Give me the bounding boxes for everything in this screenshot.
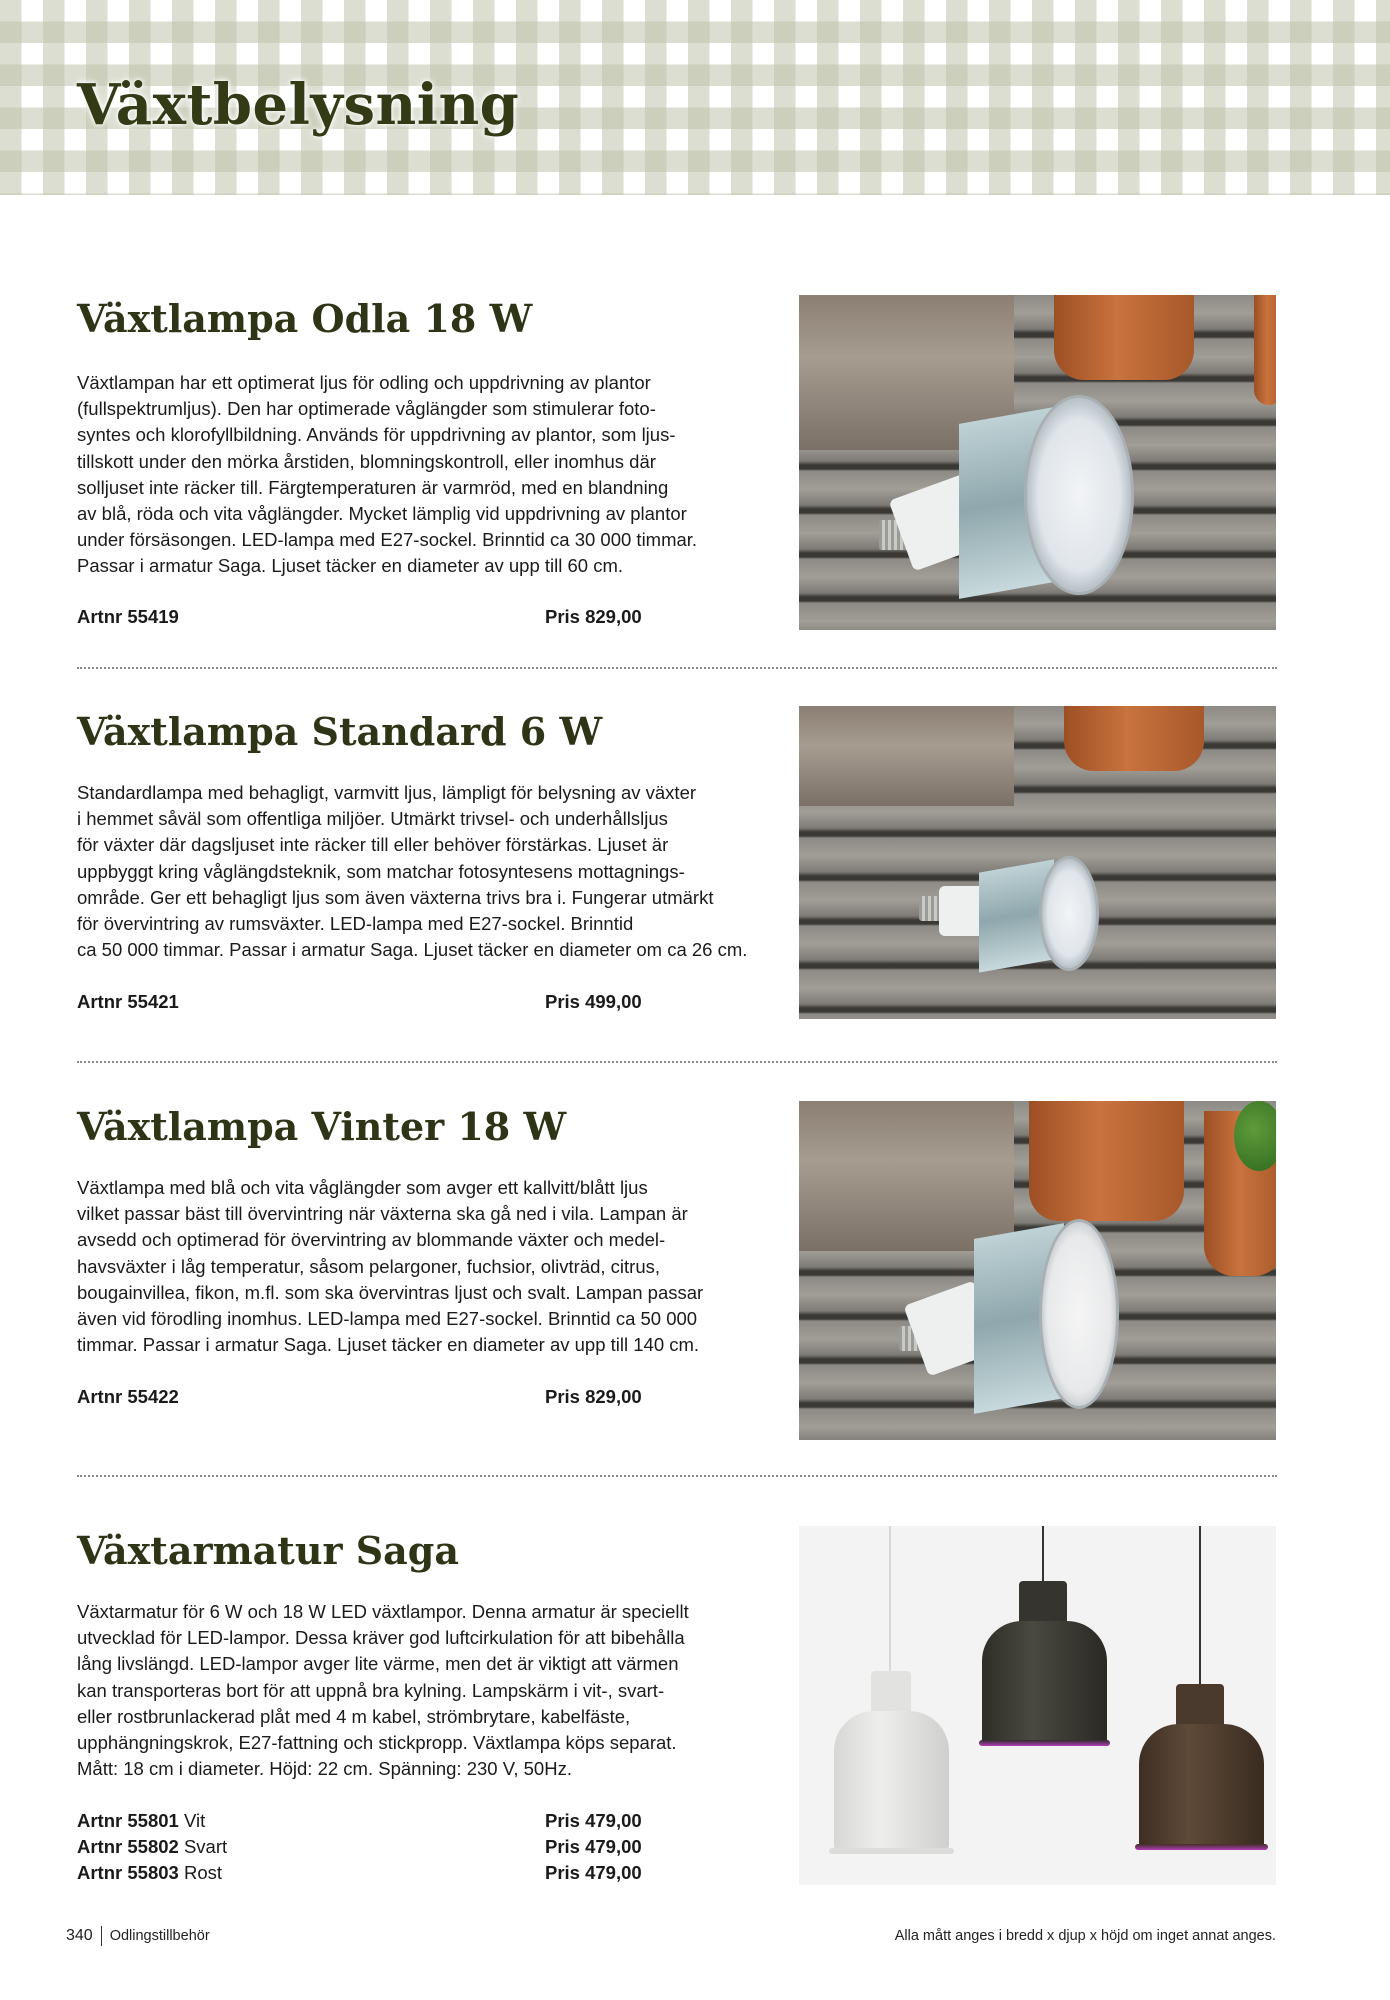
description-line: lång livslängd. LED-lampor avger lite värme, men det är viktigt att värmen bbox=[77, 1653, 679, 1675]
description-line: Växtlampa med blå och vita våglängder som avger ett kallvitt/blått ljus bbox=[77, 1177, 648, 1198]
shade-rim bbox=[829, 1848, 954, 1854]
pot-decor bbox=[1254, 295, 1276, 405]
shade-top bbox=[1176, 1684, 1224, 1729]
divider-bar bbox=[101, 1926, 102, 1946]
shade-rim-glow bbox=[1135, 1844, 1268, 1850]
article-row bbox=[77, 991, 777, 1017]
price: Pris 479,00 bbox=[545, 1836, 642, 1857]
article-number: Artnr 55421 bbox=[77, 991, 179, 1012]
price: Pris 479,00 bbox=[545, 1862, 642, 1883]
white-shade bbox=[834, 1711, 949, 1851]
product-image-standard bbox=[799, 706, 1276, 1019]
bulb-lens bbox=[1039, 1219, 1119, 1409]
product-title: Växtlampa Standard 6 W bbox=[77, 709, 603, 754]
product-image-saga bbox=[799, 1526, 1276, 1885]
price: Pris 829,00 bbox=[545, 1386, 642, 1407]
description-line: havsväxter i låg temperatur, såsom pelargoner, fuchsior, olivträd, citrus, bbox=[77, 1255, 661, 1277]
description-line: bougainvillea, fikon, m.fl. som ska övervintras ljust och svalt. Lampan passar bbox=[77, 1281, 704, 1303]
footer-note: Alla mått anges i bredd x djup x höjd om inget annat anges. bbox=[894, 1928, 1276, 1944]
pot-decor bbox=[1029, 1101, 1184, 1221]
article-number-text: Artnr 55803 bbox=[77, 1862, 179, 1883]
article-variant: Vit bbox=[178, 1810, 206, 1831]
description-line: kan transporteras bort för att uppnå bra kylning. Lampskärm i vit-, svart- bbox=[77, 1679, 665, 1701]
pot-decor bbox=[1064, 706, 1204, 771]
crate-decor bbox=[799, 1101, 1014, 1251]
description-line: syntes och klorofyllbildning. Används för uppdrivning av plantor, som ljus- bbox=[77, 424, 676, 446]
description-line: Passar i armatur Saga. Ljuset täcker en diameter av upp till 60 cm. bbox=[77, 555, 624, 577]
description-line: (fullspektrumljus). Den har optimerade våglängder som stimulerar foto- bbox=[77, 398, 656, 420]
product-image-odla bbox=[799, 295, 1276, 630]
description-line: avsedd och optimerad för övervintring av blommande växter och medel- bbox=[77, 1229, 666, 1251]
price: Pris 829,00 bbox=[545, 606, 642, 627]
cord bbox=[1199, 1526, 1201, 1686]
product-description bbox=[77, 780, 777, 963]
description-line: upphängningskrok, E27-fattning och stickpropp. Växtlampa köps separat. bbox=[77, 1732, 677, 1754]
article-number bbox=[77, 1836, 227, 1858]
article-number-text: Artnr 55802 bbox=[77, 1836, 179, 1857]
cord bbox=[1042, 1526, 1044, 1581]
product-description bbox=[77, 370, 777, 580]
product-image-vinter bbox=[799, 1101, 1276, 1440]
product-title: Växtlampa Odla 18 W bbox=[77, 296, 533, 341]
description-line: vilket passar bäst till övervintring när växterna ska gå ned i vila. Lampan är bbox=[77, 1203, 688, 1225]
article-number: Artnr 55419 bbox=[77, 606, 179, 627]
description-line: område. Ger ett behagligt ljus som även växterna trivs bra i. Fungerar utmärkt bbox=[77, 886, 714, 908]
description-line: ca 50 000 timmar. Passar i armatur Saga. Ljuset täcker en diameter om ca 26 cm. bbox=[77, 939, 748, 961]
page-title: Växtbelysning bbox=[77, 72, 520, 138]
description-line: Standardlampa med behagligt, varmvitt ljus, lämpligt för belysning av växter bbox=[77, 782, 697, 803]
section-name: Odlingstillbehör bbox=[109, 1928, 210, 1945]
article-number-text: Artnr 55801 bbox=[77, 1810, 179, 1831]
article-number bbox=[77, 1810, 205, 1832]
bulb-lens bbox=[1024, 395, 1134, 595]
article-row bbox=[77, 1836, 777, 1862]
section-divider bbox=[77, 1475, 1277, 1477]
crate-decor bbox=[799, 706, 1014, 806]
article-number bbox=[77, 1862, 222, 1884]
rust-shade bbox=[1139, 1724, 1264, 1849]
bulb-lens bbox=[1039, 856, 1099, 971]
product-description bbox=[77, 1599, 777, 1782]
article-row bbox=[77, 1810, 777, 1836]
product-title: Växtlampa Vinter 18 W bbox=[77, 1104, 567, 1149]
description-line: timmar. Passar i armatur Saga. Ljuset täcker en diameter av upp till 140 cm. bbox=[77, 1334, 700, 1356]
article-row bbox=[77, 606, 777, 632]
black-shade bbox=[982, 1621, 1107, 1746]
article-variant: Rost bbox=[178, 1862, 222, 1883]
description-line: för övervintring av rumsväxter. LED-lampa med E27-sockel. Brinntid bbox=[77, 913, 634, 935]
description-line: för växter där dagsljuset inte räcker till eller behöver förstärkas. Ljuset är bbox=[77, 834, 669, 856]
pot-decor bbox=[1054, 295, 1194, 380]
description-line: i hemmet såväl som offentliga miljöer. Utmärkt trivsel- och underhållsljus bbox=[77, 808, 668, 830]
cord bbox=[889, 1526, 891, 1671]
description-line: utvecklad för LED-lampor. Dessa kräver god luftcirkulation för att bibehålla bbox=[77, 1627, 685, 1649]
article-variant: Svart bbox=[178, 1836, 228, 1857]
description-line: eller rostbrunlackerad plåt med 4 m kabel, strömbrytare, kabelfäste, bbox=[77, 1705, 631, 1727]
price: Pris 499,00 bbox=[545, 991, 642, 1012]
description-line: även vid förodling inomhus. LED-lampa med E27-sockel. Brinntid ca 50 000 bbox=[77, 1308, 698, 1330]
page-footer-left bbox=[66, 1926, 210, 1946]
description-line: tillskott under den mörka årstiden, blomningskontroll, eller inomhus där bbox=[77, 450, 656, 472]
description-line: solljuset inte räcker till. Färgtemperaturen är varmröd, med en blandning bbox=[77, 476, 669, 498]
section-divider bbox=[77, 667, 1277, 669]
plant-decor bbox=[1234, 1101, 1276, 1171]
description-line: Växtlampan har ett optimerat ljus för odling och uppdrivning av plantor bbox=[77, 372, 651, 393]
description-line: av blå, röda och vita våglängder. Mycket lämplig vid uppdrivning av plantor bbox=[77, 503, 687, 525]
section-divider bbox=[77, 1061, 1277, 1063]
page-number: 340 bbox=[66, 1927, 93, 1945]
article-row bbox=[77, 1862, 777, 1888]
article-number: Artnr 55422 bbox=[77, 1386, 179, 1407]
page-header bbox=[0, 0, 1390, 195]
description-line: uppbyggt kring våglängdsteknik, som matchar fotosyntesens mottagnings- bbox=[77, 860, 685, 882]
shade-rim-glow bbox=[979, 1740, 1110, 1746]
description-line: under försäsongen. LED-lampa med E27-sockel. Brinntid ca 30 000 timmar. bbox=[77, 529, 698, 551]
description-line: Mått: 18 cm i diameter. Höjd: 22 cm. Spänning: 230 V, 50Hz. bbox=[77, 1758, 572, 1780]
description-line: Växtarmatur för 6 W och 18 W LED växtlampor. Denna armatur är speciellt bbox=[77, 1601, 689, 1622]
shade-top bbox=[1019, 1581, 1067, 1626]
product-description bbox=[77, 1175, 777, 1358]
article-row bbox=[77, 1386, 777, 1412]
price: Pris 479,00 bbox=[545, 1810, 642, 1831]
product-title: Växtarmatur Saga bbox=[77, 1528, 459, 1573]
